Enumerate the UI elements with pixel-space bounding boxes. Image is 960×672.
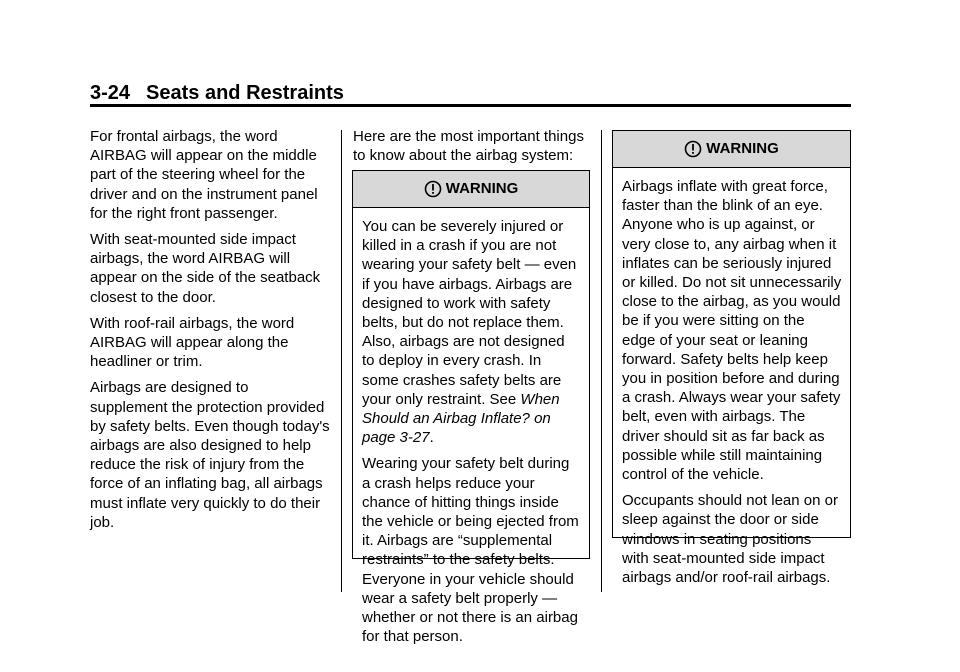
page-header (90, 81, 344, 105)
warning-header (613, 131, 850, 168)
cross-reference-link[interactable]: When Should an Airbag Inflate? on page 3-27 (362, 390, 560, 447)
section-title: Seats and Restraints (146, 82, 344, 104)
column-divider (341, 130, 342, 592)
paragraph: With seat-mounted side impact airbags, the word AIRBAG will appear on the side of the seatback closest to the door. (90, 231, 321, 306)
warning-box (612, 130, 851, 587)
warning-header (353, 171, 589, 208)
warning-paragraph: Occupants should not lean on or sleep against the door or side windows in seating positions with seat-mounted side impact airbags and/or roof-rail airbags. (622, 492, 838, 587)
intro-paragraph: Here are the most important things to know about the airbag system: (353, 128, 584, 165)
column-2 (353, 127, 593, 172)
warning-text: You can be severely injured or killed in a crash if you are not wearing your safety belt — even if you have airbags. Airbags are designed to work with safety belts, but do not replace them. Also, airbags are not designed to deploy in every crash. In some crashes safety belts are your only restraint. See (362, 218, 577, 408)
warning-circle-icon (684, 140, 702, 158)
warning-text-end: . (429, 429, 434, 447)
warning-paragraph: Wearing your safety belt during a crash helps reduce your chance of hitting things inside the vehicle or being ejected from it. Airbags are “supplemental restraints” to the safety belts. Everyone in your vehicle should wear a safety belt properly — whether or not there is an airbag for that person. (362, 455, 579, 646)
warning-circle-icon (424, 180, 442, 198)
paragraph: With roof-rail airbags, the word AIRBAG will appear along the headliner or trim. (90, 314, 295, 371)
paragraph: Airbags are designed to supplement the protection provided by safety belts. Even though today's airbags are also designed to help reduce the risk of injury from the force of an inflating bag, all airbags must inflate very quickly to do their job. (90, 379, 330, 531)
column-1 (90, 127, 330, 539)
page-number: 3-24 (90, 82, 131, 104)
warning-body (353, 208, 589, 646)
warning-paragraph: Airbags inflate with great force, faster than the blink of an eye. Anyone who is up against, or very close to, any airbag when it inflates can be seriously injured or killed. Do not sit unnecessarily close to the airbag, as you would be if you were sitting on the edge of your seat or leaning forward. Safety belts help keep you in position before and during a crash. Always wear your safety belt, even with airbags. The driver should sit as far back as possible while still maintaining control of the vehicle. (622, 178, 842, 484)
paragraph: For frontal airbags, the word AIRBAG will appear on the middle part of the steering wheel for the driver and on the instrument panel for the right front passenger. (90, 128, 318, 222)
header-rule (90, 104, 851, 107)
column-divider (601, 130, 602, 592)
warning-paragraph (362, 217, 581, 447)
warning-title: WARNING (445, 180, 519, 198)
warning-box (352, 170, 590, 646)
warning-body (613, 168, 850, 587)
warning-title: WARNING (706, 140, 779, 158)
